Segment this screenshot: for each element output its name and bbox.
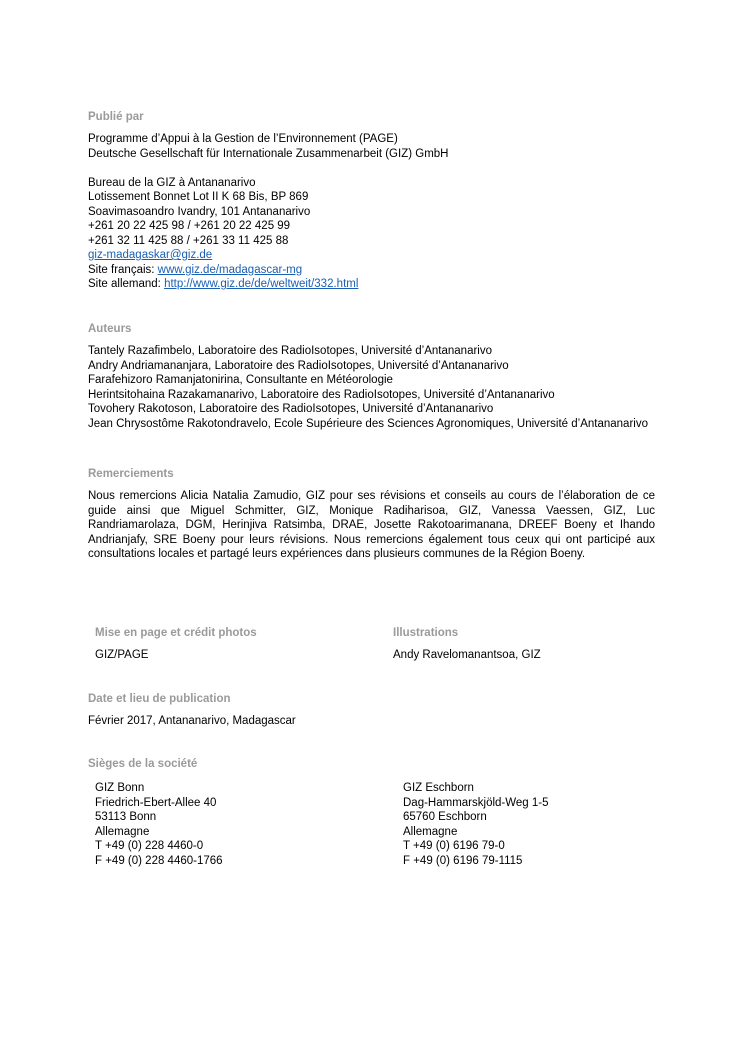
office-bonn-line: F +49 (0) 228 4460-1766: [95, 854, 223, 867]
phone-line-1: +261 20 22 425 98 / +261 20 22 425 99: [88, 220, 291, 232]
thanks-section: [88, 467, 655, 562]
address-line-2: Lotissement Bonnet Lot II K 68 Bis, BP 869: [88, 191, 309, 203]
offices-section: [88, 757, 655, 877]
author-line: Tantely Razafimbelo, Laboratoire des RadioIsotopes, Université d’Antananarivo: [88, 345, 493, 357]
site-de-link[interactable]: http://www.giz.de/de/weltweit/332.html: [164, 278, 359, 290]
phone-line-2: +261 32 11 425 88 / +261 33 11 425 88: [88, 234, 289, 247]
offices-heading: Sièges de la société: [88, 758, 198, 770]
thanks-text: Nous remercions Alicia Natalia Zamudio, GIZ pour ses révisions et conseils au cours de l’élaboration de ce guide ainsi que Miguel Schmitter, GIZ, Monique Radiharisoa, GIZ, Vanessa Vaessen, GIZ, Luc Randriamarolaza, DGM, Herinjiva Ratsimba, DRAE, Josette Rakotoarimanana, DREEF Boeny et Ihando Andrianjafy, SRE Boeny pour leurs révisions. Nous remercions également tous ceux qui ont participé aux consultations locales et partagé leurs expériences dans plusieurs communes de la Région Boeny.: [88, 490, 655, 560]
publication-heading: Date et lieu de publication: [88, 693, 231, 705]
author-line: Farafehizoro Ramanjatonirina, Consultante en Météorologie: [88, 374, 393, 386]
office-eschborn-line: GIZ Eschborn: [403, 782, 474, 794]
office-eschborn-line: Dag-Hammarskjöld-Weg 1-5: [403, 796, 549, 809]
address-line-3: Soavimasoandro Ivandry, 101 Antananarivo: [88, 205, 311, 218]
site-fr-label: Site français:: [88, 263, 158, 276]
thanks-heading: Remerciements: [88, 468, 174, 480]
illustrations-value: Andy Ravelomanantsoa, GIZ: [393, 649, 541, 661]
credits-section: [88, 626, 655, 666]
publication-section: [88, 692, 655, 729]
published-section: [88, 110, 655, 292]
author-line: Andry Andriamananjara, Laboratoire des RadioIsotopes, Université d’Antananarivo: [88, 359, 509, 372]
office-bonn: [95, 781, 223, 868]
authors-section: [88, 322, 655, 431]
office-bonn-line: Friedrich-Ebert-Allee 40: [95, 796, 217, 809]
authors-heading: Auteurs: [88, 323, 132, 335]
office-bonn-line: T +49 (0) 228 4460-0: [95, 840, 204, 852]
office-eschborn-line: 65760 Eschborn: [403, 811, 487, 823]
layout-value: GIZ/PAGE: [95, 649, 149, 661]
site-de-label: Site allemand:: [88, 278, 165, 290]
office-bonn-line: 53113 Bonn: [95, 811, 157, 823]
org-line-1: Programme d’Appui à la Gestion de l’Environnement (PAGE): [88, 133, 398, 145]
org-line-2: Deutsche Gesellschaft für Internationale Zusammenarbeit (GIZ) GmbH: [88, 147, 449, 160]
site-fr-line: [88, 263, 655, 278]
office-bonn-line: Allemagne: [95, 825, 150, 838]
published-heading: Publié par: [88, 111, 144, 123]
office-eschborn-line: T +49 (0) 6196 79-0: [403, 840, 505, 852]
author-line: Tovohery Rakotoson, Laboratoire des RadioIsotopes, Université d’Antananarivo: [88, 403, 494, 415]
office-eschborn-line: F +49 (0) 6196 79-1115: [403, 854, 523, 867]
illustrations-heading: Illustrations: [393, 627, 459, 639]
office-bonn-line: GIZ Bonn: [95, 782, 145, 794]
publication-value: Février 2017, Antananarivo, Madagascar: [88, 715, 296, 727]
address-line-1: Bureau de la GIZ à Antananarivo: [88, 176, 256, 189]
site-fr-link[interactable]: www.giz.de/madagascar-mg: [157, 263, 303, 276]
office-eschborn-line: Allemagne: [403, 825, 458, 838]
author-line: Herintsitohaina Razakamanarivo, Laboratoire des RadioIsotopes, Université d’Antananarivo: [88, 388, 555, 401]
layout-heading: Mise en page et crédit photos: [95, 627, 257, 639]
author-line-last: Jean Chrysostôme Rakotondravelo, Ecole Supérieure des Sciences Agronomiques, Université d’Antananarivo: [88, 417, 648, 430]
office-eschborn: [403, 781, 549, 868]
site-de-line: [88, 277, 655, 292]
email-link[interactable]: giz-madagaskar@giz.de: [88, 249, 213, 261]
